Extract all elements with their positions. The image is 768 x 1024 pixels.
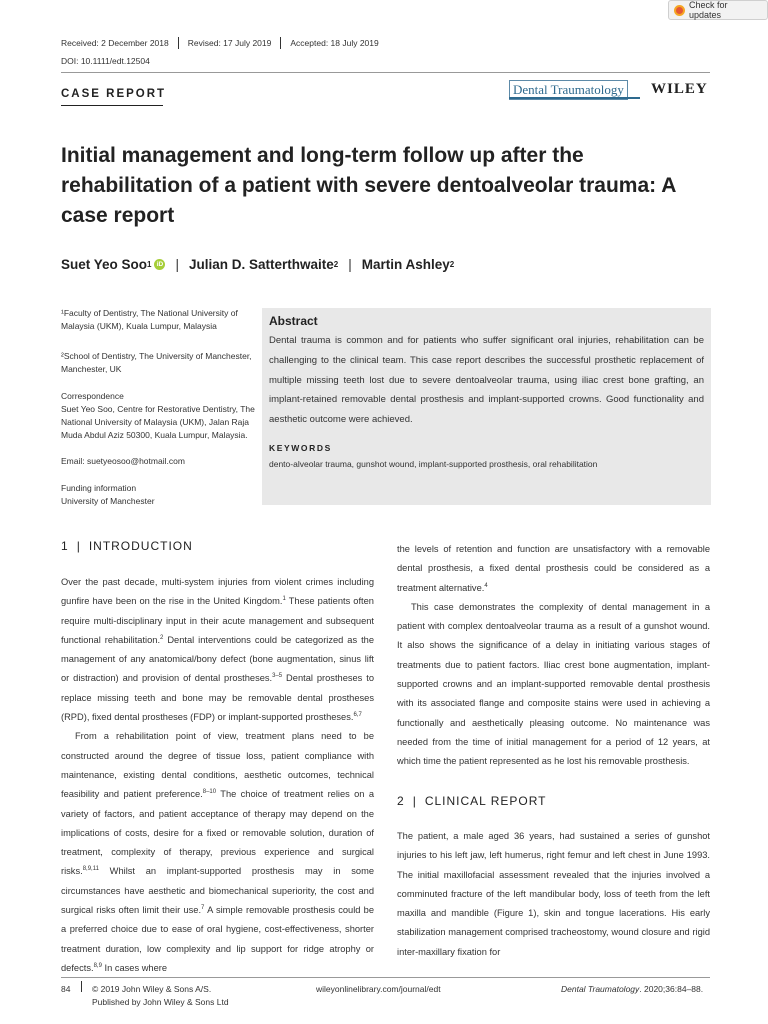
abstract-text: Dental trauma is common and for patients who suffer significant oral injuries, rehabilitation can be challenging to the clinical team. This case report describes the successful prosthetic replacement of multiple missing teeth lost due to severe dentoalveolar trauma, using iliac crest bone grafting, an implant-retained removable dental prosthesis and implant-supported crowns. Good functionality and aesthetic outcome were achieved.: [269, 335, 704, 426]
right-column-body: [397, 540, 710, 772]
author-separator: |: [175, 257, 179, 272]
crossmark-icon: [674, 5, 685, 16]
article-title: Initial management and long-term follow up after the rehabilitation of a patient with severe dentoalveolar trauma: A case report: [61, 144, 676, 227]
correspondence-heading: Correspondence: [61, 391, 124, 401]
article-type: CASE REPORT: [61, 88, 167, 100]
author-affiliation-marker: 2: [333, 260, 339, 269]
divider: [178, 37, 179, 49]
orcid-icon[interactable]: iD: [154, 259, 165, 270]
abstract-box: [262, 308, 711, 505]
journal-logo: Dental Traumatology: [509, 80, 628, 100]
check-for-updates-label: Check for updates: [689, 0, 728, 20]
section-heading-clinical-report: [397, 794, 547, 808]
left-column-body: [61, 573, 374, 978]
correspondence-address: Suet Yeo Soo, Centre for Restorative Dentistry, The National University of Malaysia (UKM), Jalan Raja Muda Abdul Aziz 50300, Kuala Lumpur, Malaysia.: [61, 404, 255, 440]
author-name[interactable]: Suet Yeo Soo: [61, 257, 148, 272]
paragraph: the levels of retention and function are unsatisfactory with a removable dental prosthesis, a fixed dental prosthesis could be considered as a treatment alternative.$^4$: [397, 544, 710, 593]
author-name[interactable]: Julian D. Satterthwaite: [189, 257, 334, 272]
section-number: 2: [397, 794, 405, 808]
section-separator: |: [412, 794, 417, 808]
copyright-line: © 2019 John Wiley & Sons A/S.: [92, 984, 212, 994]
article-type-underline: [61, 105, 163, 106]
paragraph: Over the past decade, multi-system injuries from violent crimes including gunfire have been on the rise in the United Kingdom.$^1$ These patients often require multi-disciplinary input in their acute management and subsequent functional rehabilitation.$^2$ Dental interventions could be categorized as the management of any anatomical/bony defect (bone augmentation, sinus lift or distraction) and provision of dental prostheses.$^{3-5}$ Dental prostheses to replace missing teeth and bone may be removable dental prostheses (RPD), fixed dental prostheses (FDP) or implant-supported prostheses.$^{6,7}$: [61, 577, 375, 723]
paragraph: From a rehabilitation point of view, treatment plans need to be constructed around the degree of tissue loss, patient compliance with maintenance, existing dental conditions, aesthetic outcomes, technical feasibility and patient preference.$^{8-10}$ The choice of treatment relies on a variety of factors, and patient acceptance of therapy may depend on the implications of costs, desire for a fixed or removable solution, duration of treatment, complexity of therapy, previous experience and surgical risks.$^{8,9,11}$ Whilst an implant-supported prosthesis may in some circumstances have aesthetic and biomechanical superiority, the cost and surgical risks often limit their use.$^7$ A simple removable prosthesis could be a preferred choice due to ease of oral hygiene, cost-effectiveness, shorter treatment duration, low complexity and lip support for ridge atrophy or defects.$^{8,9}$ In cases where: [61, 731, 374, 973]
author-name[interactable]: Martin Ashley: [361, 257, 450, 272]
check-for-updates-button[interactable]: [668, 0, 768, 20]
copyright: [92, 983, 229, 1009]
received-date: Received: 2 December 2018: [61, 38, 169, 48]
publisher-logo: WILEY: [651, 81, 708, 97]
revised-date: Revised: 17 July 2019: [187, 38, 272, 48]
section-heading-introduction: [61, 539, 193, 553]
correspondence-email[interactable]: Email: suetyeosoo@hotmail.com: [61, 456, 185, 466]
section-number: 1: [61, 539, 69, 553]
affiliation-1: ¹Faculty of Dentistry, The National University of Malaysia (UKM), Kuala Lumpur, Malaysia: [61, 308, 238, 331]
citation-details: . 2020;36:84–88.: [639, 984, 704, 994]
abstract-heading: Abstract: [269, 314, 318, 328]
author-separator: |: [348, 257, 352, 272]
funding-text: University of Manchester: [61, 496, 155, 506]
accepted-date: Accepted: 18 July 2019: [290, 38, 379, 48]
paragraph: The patient, a male aged 36 years, had sustained a series of gunshot injuries to his left jaw, left humerus, right femur and left chest in June 1993. The initial maxillofacial assessment revealed that the injuries involved a comminuted fracture of the left mandibular body, loss of teeth from the left maxilla and mandible (Figure 1), skin and tongue lacerations. His early stabilization management comprised tracheostomy, wound closure and rigid inter-maxillary fixation for: [397, 831, 710, 957]
section-title: CLINICAL REPORT: [424, 794, 547, 808]
keywords-list: dento-alveolar trauma, gunshot wound, implant-supported prosthesis, oral rehabilitation: [269, 458, 598, 469]
affiliation-2: ²School of Dentistry, The University of Manchester, Manchester, UK: [61, 351, 252, 374]
article-dates: [61, 37, 379, 49]
section-separator: |: [76, 539, 81, 553]
keywords-heading: KEYWORDS: [269, 442, 332, 453]
citation-journal: Dental Traumatology: [561, 984, 640, 994]
footer-rule: [61, 977, 710, 978]
header-rule: [61, 72, 710, 73]
author-affiliation-marker: 1: [147, 260, 152, 269]
doi[interactable]: DOI: 10.1111/edt.12504: [61, 56, 150, 66]
author-affiliation-marker: 2: [449, 260, 455, 269]
journal-logo-underline: [509, 97, 640, 99]
footer-separator: [81, 981, 82, 992]
clinical-report-body: [397, 827, 710, 962]
published-line: Published by John Wiley & Sons Ltd: [92, 997, 229, 1007]
author-list: [61, 257, 454, 272]
paragraph: This case demonstrates the complexity of dental management in a patient with complex dentoalveolar trauma as a result of a gunshot wound. It also shows the significance of a delay in initiating various stages of treatments due to patient factors. Iliac crest bone augmentation, implant-supported crowns and an implant-supported removable dental prosthesis with its associated flange and composite stains were used in achieving a functionally and aesthetically pleasing outcome. No maintenance was needed from the time of initial management for a period of 12 years, at which time the patient represented as he lost his removable prosthesis.: [397, 601, 710, 767]
citation: [561, 983, 703, 996]
section-title: INTRODUCTION: [88, 539, 193, 553]
page-number: 84: [61, 984, 71, 994]
divider: [280, 37, 281, 49]
journal-url[interactable]: wileyonlinelibrary.com/journal/edt: [316, 984, 441, 994]
funding-heading: Funding information: [61, 483, 137, 493]
